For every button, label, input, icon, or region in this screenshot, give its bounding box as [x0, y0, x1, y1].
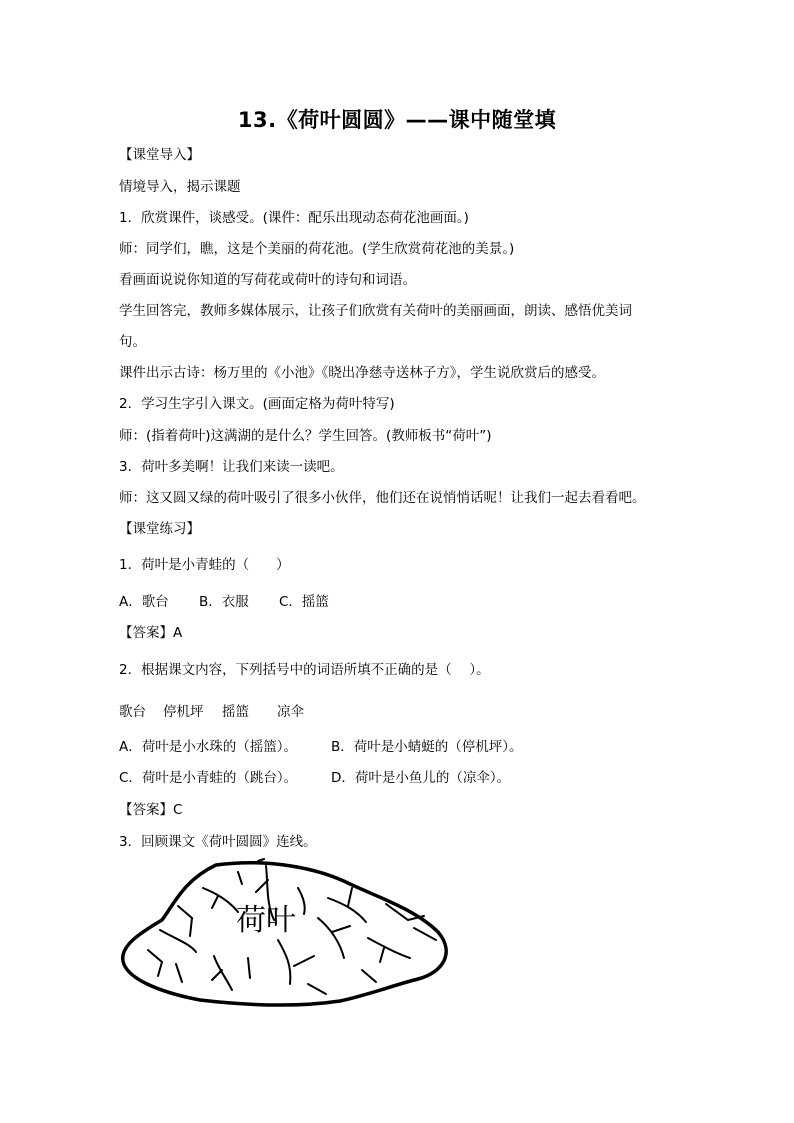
q2-option-d: D．荷叶是小鱼儿的（凉伞）。 [331, 770, 511, 786]
q2-option-b: B．荷叶是小蜻蜓的（停机坪）。 [331, 739, 523, 755]
leaf-label: 荷叶 [236, 903, 296, 938]
q2-option-a: A．荷叶是小水珠的（摇篮）。 [119, 739, 297, 755]
q2-word: 歌台 [119, 704, 146, 720]
q2-word: 摇篮 [222, 704, 249, 720]
q2-word: 停机坪 [163, 704, 204, 720]
text-line: 2．学习生字引入课文。(画面定格为荷叶特写) [119, 396, 395, 412]
text-line: 师：(指着荷叶)这满湖的是什么？学生回答。(教师板书“荷叶”) [119, 428, 492, 444]
text-line: 看画面说说你知道的写荷花或荷叶的诗句和词语。 [119, 272, 416, 288]
page-title: 13.《荷叶圆圆》——课中随堂填 [237, 108, 557, 132]
text-line: 师：同学们，瞧，这是个美丽的荷花池。(学生欣赏荷花池的美景。) [119, 241, 515, 257]
q2-word: 凉伞 [277, 704, 304, 720]
text-line: 课件出示古诗：杨万里的《小池》《晓出净慈寺送林子方》，学生说欣赏后的感受。 [119, 365, 605, 381]
text-line: 情境导入，揭示课题 [119, 179, 241, 195]
question-1-stem: 1．荷叶是小青蛙的（ ） [119, 557, 290, 573]
section-heading-practice: 【课堂练习】 [119, 521, 200, 537]
text-line: 师：这又圆又绿的荷叶吸引了很多小伙伴，他们还在说悄悄话呢！让我们一起去看看吧。 [119, 490, 646, 506]
lotus-leaf-illustration [118, 858, 458, 1013]
q1-option-a: A．歌台 [119, 594, 169, 610]
text-line: 句。 [119, 334, 146, 350]
text-line: 3．荷叶多美啊！让我们来读一读吧。 [119, 459, 344, 475]
section-heading-intro: 【课堂导入】 [119, 147, 200, 163]
q1-answer: 【答案】A [119, 625, 183, 641]
q2-answer: 【答案】C [119, 802, 183, 818]
text-line: 学生回答完，教师多媒体展示，让孩子们欣赏有关荷叶的美丽画面，朗读、感悟优美词 [119, 303, 632, 319]
q2-option-c: C．荷叶是小青蛙的（跳台）。 [119, 770, 298, 786]
text-line: 1．欣赏课件，谈感受。(课件：配乐出现动态荷花池画面。) [119, 210, 469, 226]
question-3-stem: 3．回顾课文《荷叶圆圆》连线。 [119, 834, 317, 850]
question-2-stem: 2．根据课文内容，下列括号中的词语所填不正确的是（ ）。 [119, 662, 490, 678]
q1-option-c: C．摇篮 [279, 594, 329, 610]
q1-option-b: B．衣服 [199, 594, 249, 610]
